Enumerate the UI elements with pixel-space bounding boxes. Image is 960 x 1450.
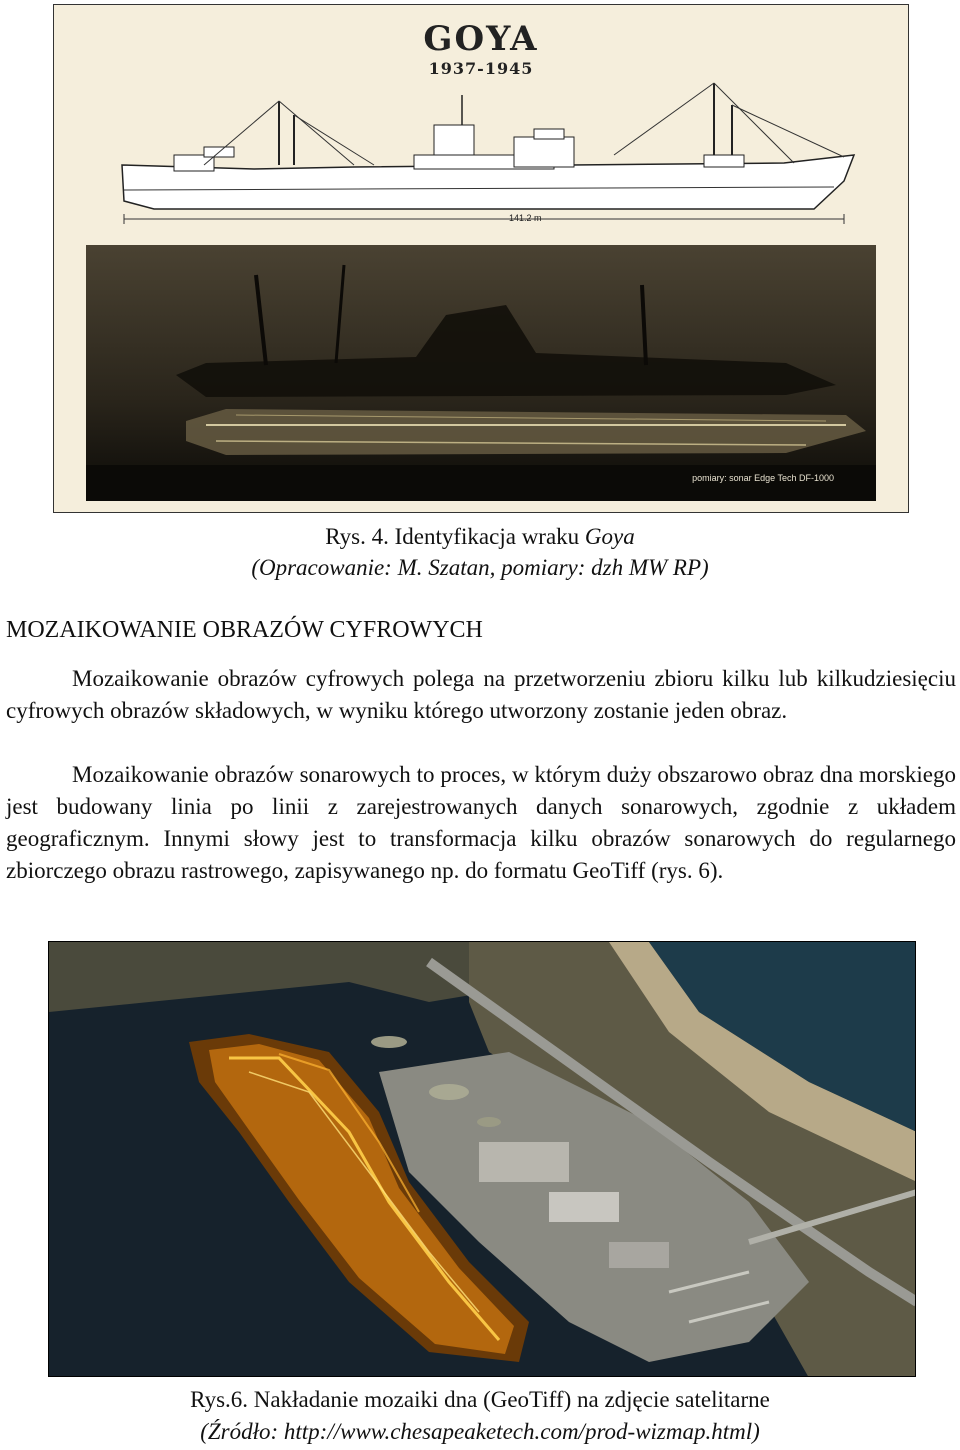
goya-banner-title: GOYA	[423, 19, 539, 59]
figure4-caption-title	[0, 523, 960, 551]
ship-line-drawing	[54, 5, 908, 239]
ship-length-label: 141.2 m	[509, 213, 542, 223]
figure4-caption-ship-name: Goya	[584, 524, 635, 549]
figure4-caption-source: (Opracowanie: M. Szatan, pomiary: dzh MW RP)	[251, 555, 709, 580]
figure-geotiff-overlay	[48, 941, 916, 1377]
figure6-caption-source: (Źródło: http://www.chesapeaketech.com/prod-wizmap.html)	[200, 1419, 760, 1444]
goya-banner-years: 1937-1945	[428, 59, 534, 78]
figure6-caption-title: Rys.6. Nakładanie mozaiki dna (GeoTiff) na zdjęcie satelitarne	[190, 1387, 770, 1412]
sonar-image-svg	[86, 245, 876, 501]
satellite-image-svg	[49, 942, 916, 1377]
figure4-caption-prefix: Rys. 4. Identyfikacja wraku	[325, 524, 585, 549]
section-heading: MOZAIKOWANIE OBRAZÓW CYFROWYCH	[6, 617, 483, 643]
paragraph-2: Mozaikowanie obrazów sonarowych to proces, w którym duży obszarowo obraz dna morskiego jest budowany linia po linii z zarejestrowanych danych sonarowych, zgodnie z układem geograficznym. Innymi słowy jest to transformacja kilku obrazów sonarowych do regularnego zbiorczego obrazu rastrowego, zapisywanego np. do formatu GeoTiff (rys. 6).	[6, 762, 956, 883]
sonar-image	[86, 245, 876, 501]
paragraph-1: Mozaikowanie obrazów cyfrowych polega na przetworzeniu zbioru kilku lub kilkudziesięciu cyfrowych obrazów składowych, w wyniku którego utworzony zostanie jeden obraz.	[6, 666, 956, 723]
figure-goya-identification	[53, 4, 909, 513]
sonar-credit-label: pomiary: sonar Edge Tech DF-1000	[692, 473, 834, 483]
